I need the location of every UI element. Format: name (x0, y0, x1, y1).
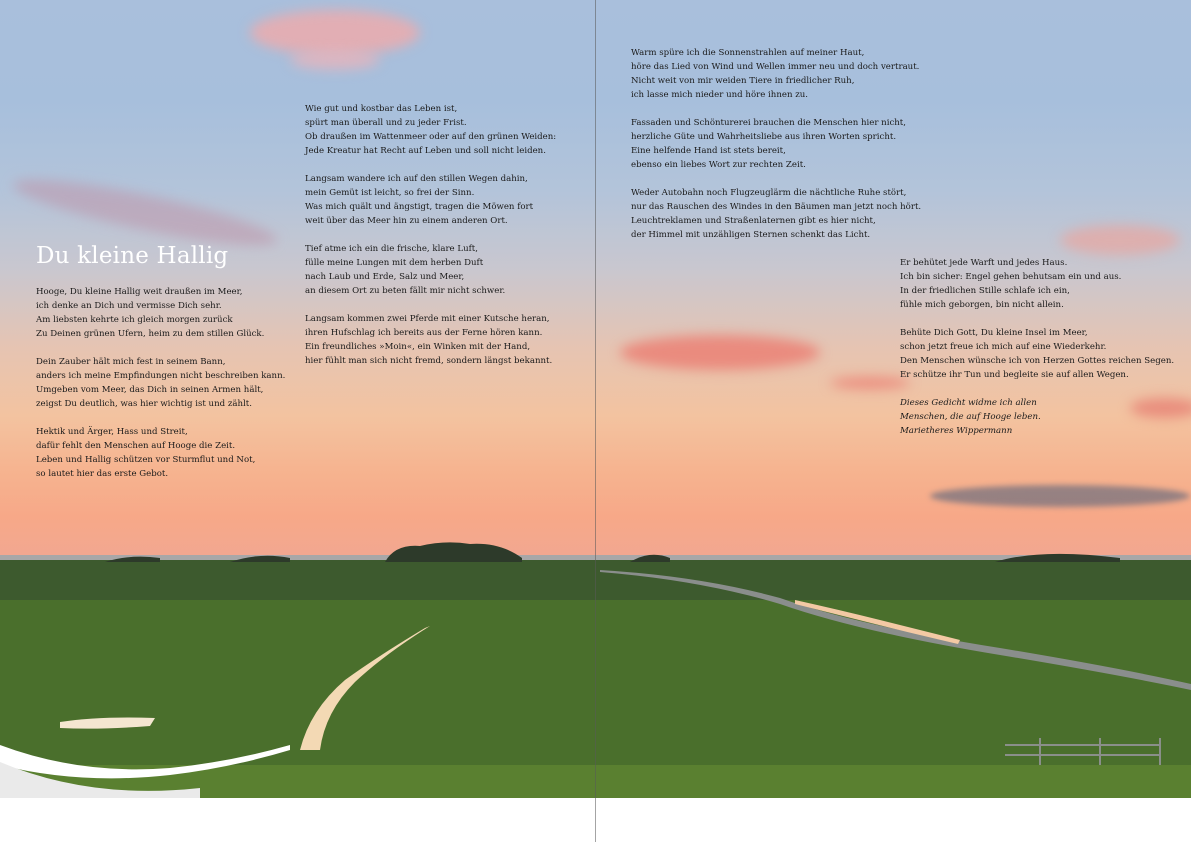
poem-column-left (36, 285, 286, 495)
verse-line: der Himmel mit unzähligen Sternen schenkt das Licht. (631, 230, 871, 240)
pink-cloud (290, 50, 380, 70)
verse-line: Am liebsten kehrte ich gleich morgen zurück (36, 315, 233, 325)
island-silhouette (105, 557, 160, 562)
verse-line: nach Laub und Erde, Salz und Meer, (305, 272, 465, 282)
pink-cloud (250, 10, 420, 55)
verse-line: dafür fehlt den Menschen auf Hooge die Zeit. (36, 441, 236, 451)
verse-line: ihren Hufschlag ich bereits aus der Ferne hören kann. (305, 328, 543, 338)
verse-line: Nicht weit von mir weiden Tiere in friedlicher Ruh, (631, 76, 855, 86)
verse-line: Tief atme ich ein die frische, klare Luft, (305, 244, 478, 254)
island-silhouette (995, 554, 1120, 562)
poem-title: Du kleine Hallig (36, 243, 229, 269)
verse-line: Dein Zauber hält mich fest in seinem Bann, (36, 357, 226, 367)
verse-line: Jede Kreatur hat Recht auf Leben und soll nicht leiden. (305, 146, 546, 156)
page-gutter (595, 0, 596, 842)
verse-line: Umgeben vom Meer, das Dich in seinen Armen hält, (36, 385, 264, 395)
verse-line: Weder Autobahn noch Flugzeuglärm die nächtliche Ruhe stört, (631, 188, 907, 198)
stanza (305, 242, 575, 298)
verse-line: In der friedlichen Stille schlafe ich ein, (900, 286, 1070, 296)
verse-line: fühle mich geborgen, bin nicht allein. (900, 300, 1064, 310)
stanza (900, 326, 1180, 382)
island-silhouette (630, 555, 670, 562)
verse-line: herzliche Güte und Wahrheitsliebe aus ihren Worten spricht. (631, 132, 897, 142)
dedication-line: Dieses Gedicht widme ich allen (900, 398, 1037, 408)
verse-line: höre das Lied von Wind und Wellen immer neu und doch vertraut. (631, 62, 920, 72)
verse-line: Langsam wandere ich auf den stillen Wegen dahin, (305, 174, 528, 184)
verse-line: ich lasse mich nieder und höre ihnen zu. (631, 90, 809, 100)
verse-line: spürt man überall und zu jeder Frist. (305, 118, 467, 128)
verse-line: Fassaden und Schönturerei brauchen die Menschen hier nicht, (631, 118, 906, 128)
stanza (36, 285, 286, 341)
verse-line: Ein freundliches »Moin«, ein Winken mit der Hand, (305, 342, 531, 352)
poem-column-middle (305, 102, 575, 382)
verse-line: Was mich quält und ängstigt, tragen die Möwen fort (305, 202, 534, 212)
verse-line: Ich bin sicher: Engel gehen behutsam ein und aus. (900, 272, 1122, 282)
pink-cloud (1060, 225, 1180, 255)
stanza (36, 425, 286, 481)
verse-line: anders ich meine Empfindungen nicht beschreiben kann. (36, 371, 286, 381)
sunset-cloud (830, 377, 910, 389)
verse-line: Wie gut und kostbar das Leben ist, (305, 104, 458, 114)
tree-silhouette (385, 542, 522, 562)
poem-column-right-upper (631, 46, 931, 256)
verse-line: Leuchtreklamen und Straßenlaternen gibt es hier nicht, (631, 216, 876, 226)
verse-line: fülle meine Lungen mit dem herben Duft (305, 258, 484, 268)
verse-line: ebenso ein liebes Wort zur rechten Zeit. (631, 160, 806, 170)
verse-line: Hooge, Du kleine Hallig weit draußen im Meer, (36, 287, 243, 297)
verse-line: weit über das Meer hin zu einem anderen Ort. (305, 216, 508, 226)
verse-line: nur das Rauschen des Windes in den Bäumen man jetzt noch hört. (631, 202, 922, 212)
stanza (631, 186, 931, 242)
verse-line: Ob draußen im Wattenmeer oder auf den grünen Weiden: (305, 132, 557, 142)
verse-line: Warm spüre ich die Sonnenstrahlen auf meiner Haut, (631, 48, 865, 58)
dedication (900, 396, 1180, 438)
verse-line: zeigst Du deutlich, was hier wichtig ist und zählt. (36, 399, 252, 409)
verse-line: Hektik und Ärger, Hass und Streit, (36, 427, 188, 437)
stanza (305, 312, 575, 368)
verse-line: Zu Deinen grünen Ufern, heim zu dem stillen Glück. (36, 329, 265, 339)
verse-line: Er schütze ihr Tun und begleite sie auf allen Wegen. (900, 370, 1129, 380)
verse-line: an diesem Ort zu beten fällt mir nicht schwer. (305, 286, 506, 296)
verse-line: mein Gemüt ist leicht, so frei der Sinn. (305, 188, 475, 198)
verse-line: schon jetzt freue ich mich auf eine Wiederkehr. (900, 342, 1107, 352)
verse-line: so lautet hier das erste Gebot. (36, 469, 169, 479)
stanza (305, 172, 575, 228)
verse-line: ich denke an Dich und vermisse Dich sehr. (36, 301, 222, 311)
verse-line: Er behütet jede Warft und jedes Haus. (900, 258, 1068, 268)
sunset-cloud (620, 335, 820, 370)
verse-line: Eine helfende Hand ist stets bereit, (631, 146, 786, 156)
verse-line: Leben und Hallig schützen vor Sturmflut und Not, (36, 455, 256, 465)
verse-line: Den Menschen wünsche ich von Herzen Gottes reichen Segen. (900, 356, 1175, 366)
stanza (631, 116, 931, 172)
stanza (631, 46, 931, 102)
stanza (900, 256, 1180, 312)
poem-column-right-lower (900, 256, 1180, 452)
island-silhouette (230, 556, 290, 562)
dark-cloud (930, 485, 1190, 507)
verse-line: hier fühlt man sich nicht fremd, sondern längst bekannt. (305, 356, 553, 366)
stanza (305, 102, 575, 158)
stanza (36, 355, 286, 411)
author-name: Marietheres Wippermann (900, 426, 1013, 436)
verse-line: Behüte Dich Gott, Du kleine Insel im Meer, (900, 328, 1088, 338)
dedication-line: Menschen, die auf Hooge leben. (900, 412, 1041, 422)
verse-line: Langsam kommen zwei Pferde mit einer Kutsche heran, (305, 314, 550, 324)
